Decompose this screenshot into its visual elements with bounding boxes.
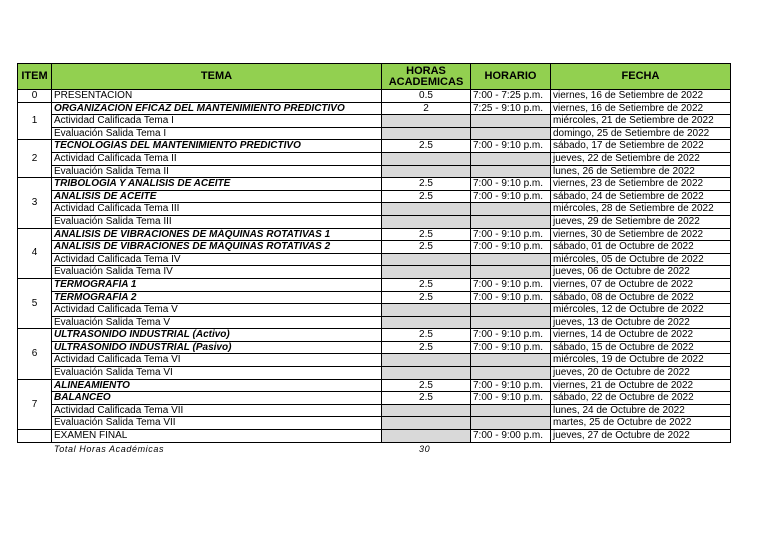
fecha-cell: miércoles, 12 de Octubre de 2022 [551,304,731,317]
horario-cell: 7:00 - 9:10 p.m. [471,178,551,191]
fecha-cell: sábado, 17 de Setiembre de 2022 [551,140,731,153]
table-header-row [18,64,731,90]
horario-cell: 7:00 - 9:10 p.m. [471,291,551,304]
horas-cell [382,215,471,228]
fecha-cell: viernes, 30 de Setiembre de 2022 [551,228,731,241]
table-row [18,392,731,405]
horario-cell [471,215,551,228]
table-row [18,367,731,380]
tema-cell: Actividad Calificada Tema III [52,203,382,216]
horario-cell [471,165,551,178]
horas-cell: 0.5 [382,90,471,103]
table-row [18,417,731,430]
horas-cell [382,203,471,216]
horario-cell: 7:00 - 9:10 p.m. [471,379,551,392]
table-row [18,304,731,317]
horario-cell [471,316,551,329]
total-hours-label: Total Horas Académicas [54,444,165,454]
horario-cell: 7:00 - 9:10 p.m. [471,278,551,291]
table-row [18,228,731,241]
fecha-cell: jueves, 27 de Octubre de 2022 [551,430,731,443]
horas-cell: 2 [382,102,471,115]
fecha-cell: miércoles, 19 de Octubre de 2022 [551,354,731,367]
header-tema: TEMA [52,64,382,90]
table-row [18,278,731,291]
table-row [18,115,731,128]
item-number: 4 [18,228,52,278]
horas-cell [382,304,471,317]
horas-cell: 2.5 [382,140,471,153]
tema-cell: TECNOLOGÍAS DEL MANTENIMIENTO PREDICTIVO [52,140,382,153]
item-number: 6 [18,329,52,379]
horas-cell: 2.5 [382,379,471,392]
table-row [18,178,731,191]
tema-cell: ANÁLISIS DE ACEITE [52,190,382,203]
fecha-cell: sábado, 08 de Octubre de 2022 [551,291,731,304]
fecha-cell: sábado, 24 de Setiembre de 2022 [551,190,731,203]
horario-cell: 7:00 - 9:10 p.m. [471,241,551,254]
tema-cell: ULTRASONIDO INDUSTRIAL (Activo) [52,329,382,342]
fecha-cell: viernes, 16 de Setiembre de 2022 [551,102,731,115]
tema-cell: Actividad Calificada Tema IV [52,253,382,266]
horas-cell [382,367,471,380]
horario-cell [471,253,551,266]
tema-cell: ANÁLISIS DE VIBRACIONES DE MÁQUINAS ROTATIVAS 2 [52,241,382,254]
table-row [18,316,731,329]
item-number: 3 [18,178,52,228]
fecha-cell: jueves, 29 de Setiembre de 2022 [551,215,731,228]
fecha-cell: jueves, 13 de Octubre de 2022 [551,316,731,329]
tema-cell: Actividad Calificada Tema V [52,304,382,317]
horas-cell: 2.5 [382,228,471,241]
fecha-cell: jueves, 06 de Octubre de 2022 [551,266,731,279]
item-number: 0 [18,90,52,103]
item-number: 7 [18,379,52,429]
item-number: 2 [18,140,52,178]
horario-cell: 7:00 - 9:10 p.m. [471,228,551,241]
fecha-cell: jueves, 20 de Octubre de 2022 [551,367,731,380]
table-row [18,341,731,354]
horario-cell [471,115,551,128]
table-row [18,430,731,443]
horas-cell [382,354,471,367]
tema-cell: ANÁLISIS DE VIBRACIONES DE MÁQUINAS ROTATIVAS 1 [52,228,382,241]
horas-cell [382,417,471,430]
tema-cell: BALANCEO [52,392,382,405]
fecha-cell: miércoles, 28 de Setiembre de 2022 [551,203,731,216]
table-body [18,90,731,443]
horario-cell: 7:00 - 9:00 p.m. [471,430,551,443]
horas-cell [382,127,471,140]
schedule-table [17,63,731,443]
item-number: 5 [18,278,52,328]
table-row [18,379,731,392]
table-row [18,215,731,228]
horas-cell [382,404,471,417]
horas-cell: 2.5 [382,341,471,354]
fecha-cell: sábado, 22 de Octubre de 2022 [551,392,731,405]
table-row [18,190,731,203]
horas-cell: 2.5 [382,241,471,254]
tema-cell: Actividad Calificada Tema VI [52,354,382,367]
horario-cell: 7:25 - 9:10 p.m. [471,102,551,115]
fecha-cell: miércoles, 05 de Octubre de 2022 [551,253,731,266]
table-row [18,404,731,417]
horas-cell [382,253,471,266]
tema-cell: Evaluación Salida Tema VI [52,367,382,380]
horas-cell: 2.5 [382,278,471,291]
item-number: 1 [18,102,52,140]
fecha-cell: viernes, 14 de Octubre de 2022 [551,329,731,342]
horas-cell [382,115,471,128]
tema-cell: Actividad Calificada Tema I [52,115,382,128]
table-row [18,165,731,178]
horario-cell: 7:00 - 9:10 p.m. [471,190,551,203]
horario-cell [471,203,551,216]
horas-cell: 2.5 [382,392,471,405]
horas-cell: 2.5 [382,190,471,203]
horas-cell [382,152,471,165]
tema-cell: Evaluación Salida Tema III [52,215,382,228]
tema-cell: TRIBOLOGÍA Y ANÁLISIS DE ACEITE [52,178,382,191]
horario-cell: 7:00 - 9:10 p.m. [471,329,551,342]
horario-cell [471,127,551,140]
fecha-cell: viernes, 23 de Setiembre de 2022 [551,178,731,191]
fecha-cell: lunes, 26 de Setiembre de 2022 [551,165,731,178]
fecha-cell: sábado, 01 de Octubre de 2022 [551,241,731,254]
horario-cell: 7:00 - 9:10 p.m. [471,140,551,153]
horario-cell: 7:00 - 9:10 p.m. [471,341,551,354]
tema-cell: PRESENTACION [52,90,382,103]
fecha-cell: viernes, 21 de Octubre de 2022 [551,379,731,392]
horario-cell: 7:00 - 9:10 p.m. [471,392,551,405]
table-row [18,102,731,115]
tema-cell: Actividad Calificada Tema VII [52,404,382,417]
table-row [18,266,731,279]
horario-cell [471,152,551,165]
fecha-cell: domingo, 25 de Setiembre de 2022 [551,127,731,140]
header-horario: HORARIO [471,64,551,90]
tema-cell: ULTRASONIDO INDUSTRIAL (Pasivo) [52,341,382,354]
horas-cell [382,316,471,329]
fecha-cell: viernes, 16 de Setiembre de 2022 [551,90,731,103]
item-number [18,430,52,443]
tema-cell: ORGANIZACIÓN EFICAZ DEL MANTENIMIENTO PREDICTIVO [52,102,382,115]
fecha-cell: martes, 25 de Octubre de 2022 [551,417,731,430]
table-row [18,140,731,153]
horas-cell: 2.5 [382,178,471,191]
tema-cell: Evaluación Salida Tema VII [52,417,382,430]
horas-cell: 2.5 [382,329,471,342]
horas-cell: 2.5 [382,291,471,304]
table-row [18,291,731,304]
header-fecha: FECHA [551,64,731,90]
horas-cell [382,266,471,279]
table-row [18,253,731,266]
tema-cell: ALINEAMIENTO [52,379,382,392]
table-row [18,152,731,165]
table-row [18,203,731,216]
horario-cell [471,417,551,430]
tema-cell: TERMOGRAFÍA 1 [52,278,382,291]
total-hours-value: 30 [419,444,431,454]
table-row [18,329,731,342]
horario-cell [471,404,551,417]
fecha-cell: viernes, 07 de Octubre de 2022 [551,278,731,291]
horas-cell [382,165,471,178]
fecha-cell: sábado, 15 de Octubre de 2022 [551,341,731,354]
horario-cell: 7:00 - 7:25 p.m. [471,90,551,103]
fecha-cell: miércoles, 21 de Setiembre de 2022 [551,115,731,128]
tema-cell: Evaluación Salida Tema V [52,316,382,329]
table-row [18,90,731,103]
tema-cell: Evaluación Salida Tema IV [52,266,382,279]
fecha-cell: lunes, 24 de Octubre de 2022 [551,404,731,417]
table-row [18,354,731,367]
header-item: ITEM [18,64,52,90]
horario-cell [471,367,551,380]
horas-cell [382,430,471,443]
table-row [18,241,731,254]
tema-cell: TERMOGRAFÍA 2 [52,291,382,304]
horario-cell [471,266,551,279]
tema-cell: Evaluación Salida Tema I [52,127,382,140]
horario-cell [471,354,551,367]
table-row [18,127,731,140]
fecha-cell: jueves, 22 de Setiembre de 2022 [551,152,731,165]
tema-cell: Actividad Calificada Tema II [52,152,382,165]
header-horas: HORAS ACADEMICAS [382,64,471,90]
horario-cell [471,304,551,317]
tema-cell: EXAMEN FINAL [52,430,382,443]
tema-cell: Evaluación Salida Tema II [52,165,382,178]
